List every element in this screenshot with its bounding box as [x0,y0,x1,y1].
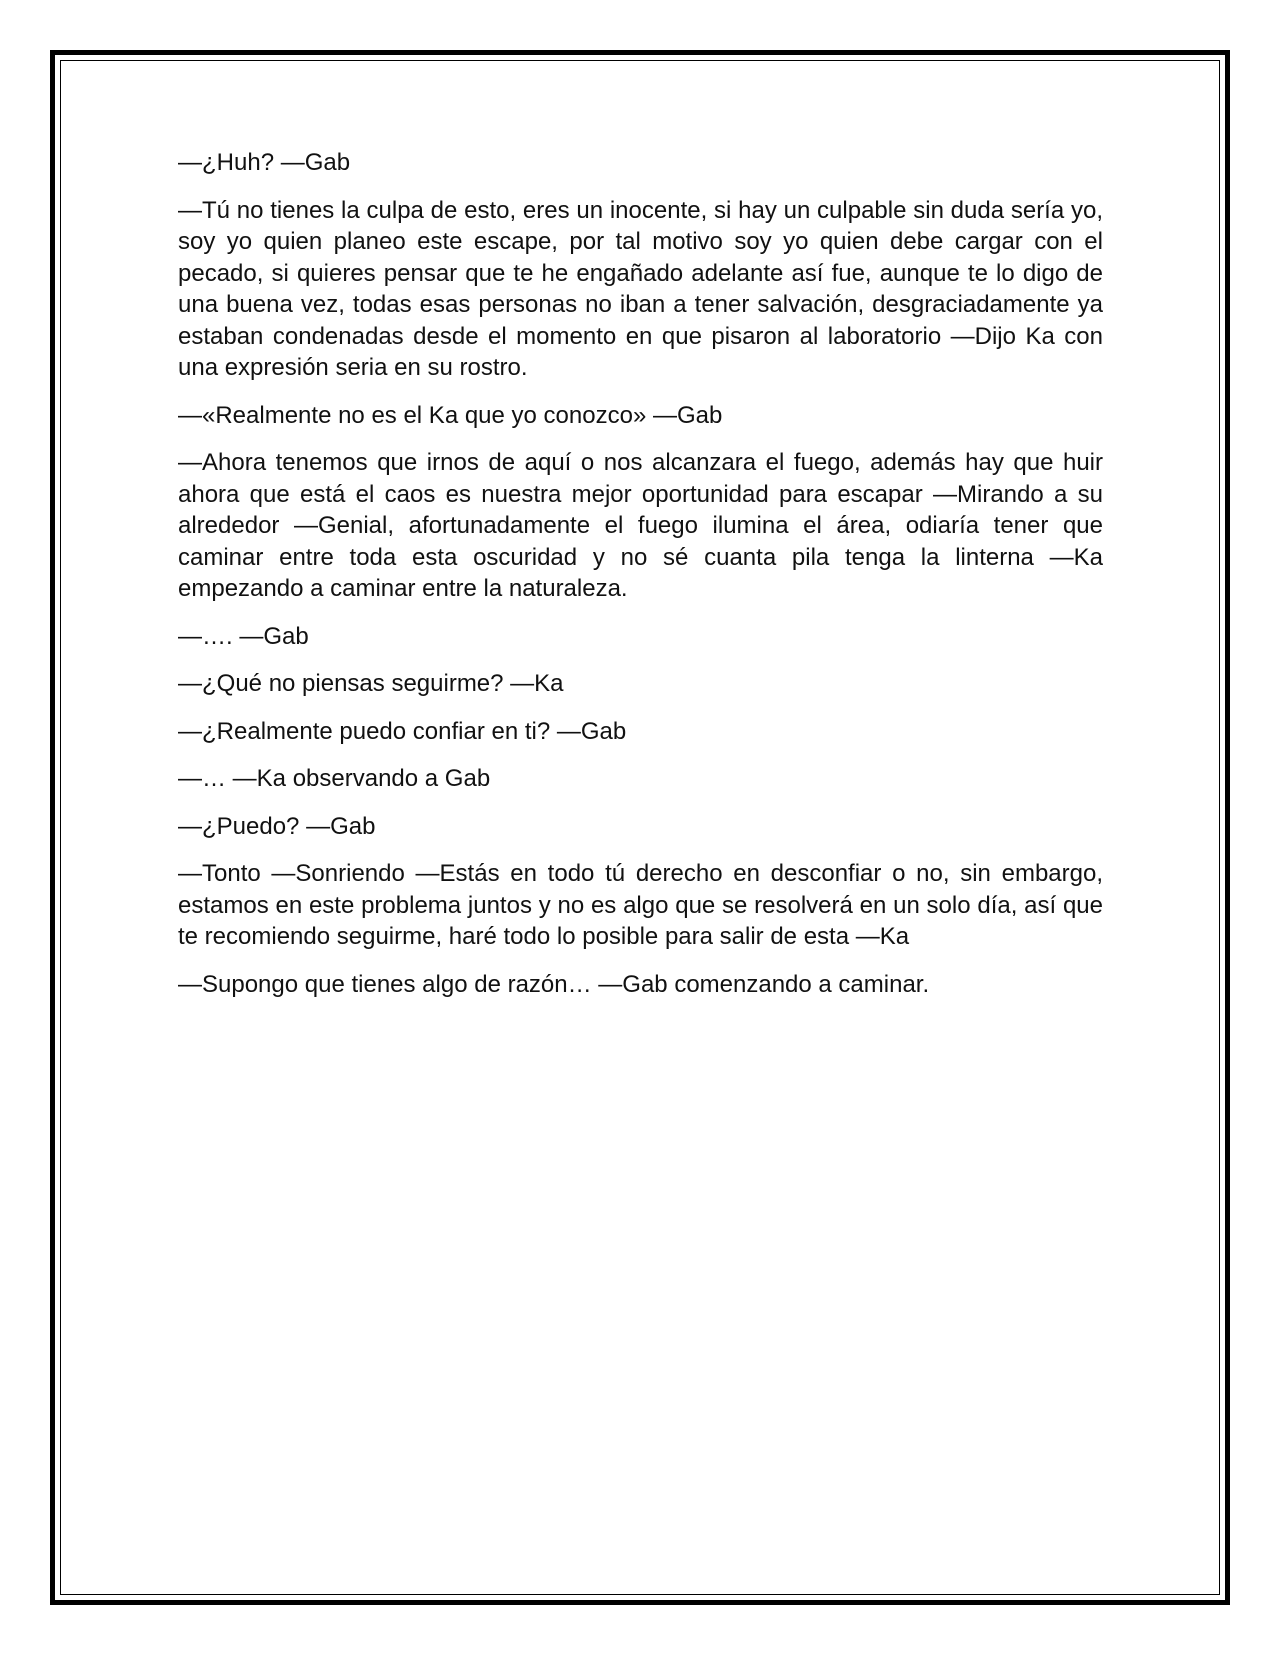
paragraph-4: —Ahora tenemos que irnos de aquí o nos alcanzara el fuego, además hay que huir ahora que está el caos es nuestra mejor oportunidad para escapar —Mirando a su alrededor —Genial, afortunadamente el fuego ilumina el área, odiaría tener que caminar entre toda esta oscuridad y no sé cuanta pila tenga la linterna —Ka empezando a caminar entre la naturaleza. [178,449,1103,602]
paragraph-9: —¿Puedo? —Gab [178,812,376,840]
paragraph-8: —… —Ka observando a Gab [178,765,491,792]
paragraph-1: —¿Huh? —Gab [178,149,351,176]
paragraph-11: —Supongo que tienes algo de razón… —Gab comenzando a caminar. [178,970,930,998]
paragraph-5: —…. —Gab [178,622,309,650]
paragraph-6: —¿Qué no piensas seguirme? —Ka [178,670,564,697]
paragraph-3: —«Realmente no es el Ka que yo conozco» —Gab [178,401,723,429]
page-text-body [178,147,1103,1016]
paragraph-10: —Tonto —Sonriendo —Estás en todo tú derecho en desconfiar o no, sin embargo, estamos en este problema juntos y no es algo que se resolverá en un solo día, así que te recomiendo seguirme, haré todo lo posible para salir de esta —Ka [178,860,1103,950]
paragraph-7: —¿Realmente puedo confiar en ti? —Gab [178,717,627,745]
paragraph-2: —Tú no tienes la culpa de esto, eres un inocente, si hay un culpable sin duda sería yo, soy yo quien planeo este escape, por tal motivo soy yo quien debe cargar con el pecado, si quieres pensar que te he engañado adelante así fue, aunque te lo digo de una buena vez, todas esas personas no iban a tener salvación, desgraciadamente ya estaban condenadas desde el momento en que pisaron al laboratorio —Dijo Ka con una expresión seria en su rostro. [178,196,1103,381]
